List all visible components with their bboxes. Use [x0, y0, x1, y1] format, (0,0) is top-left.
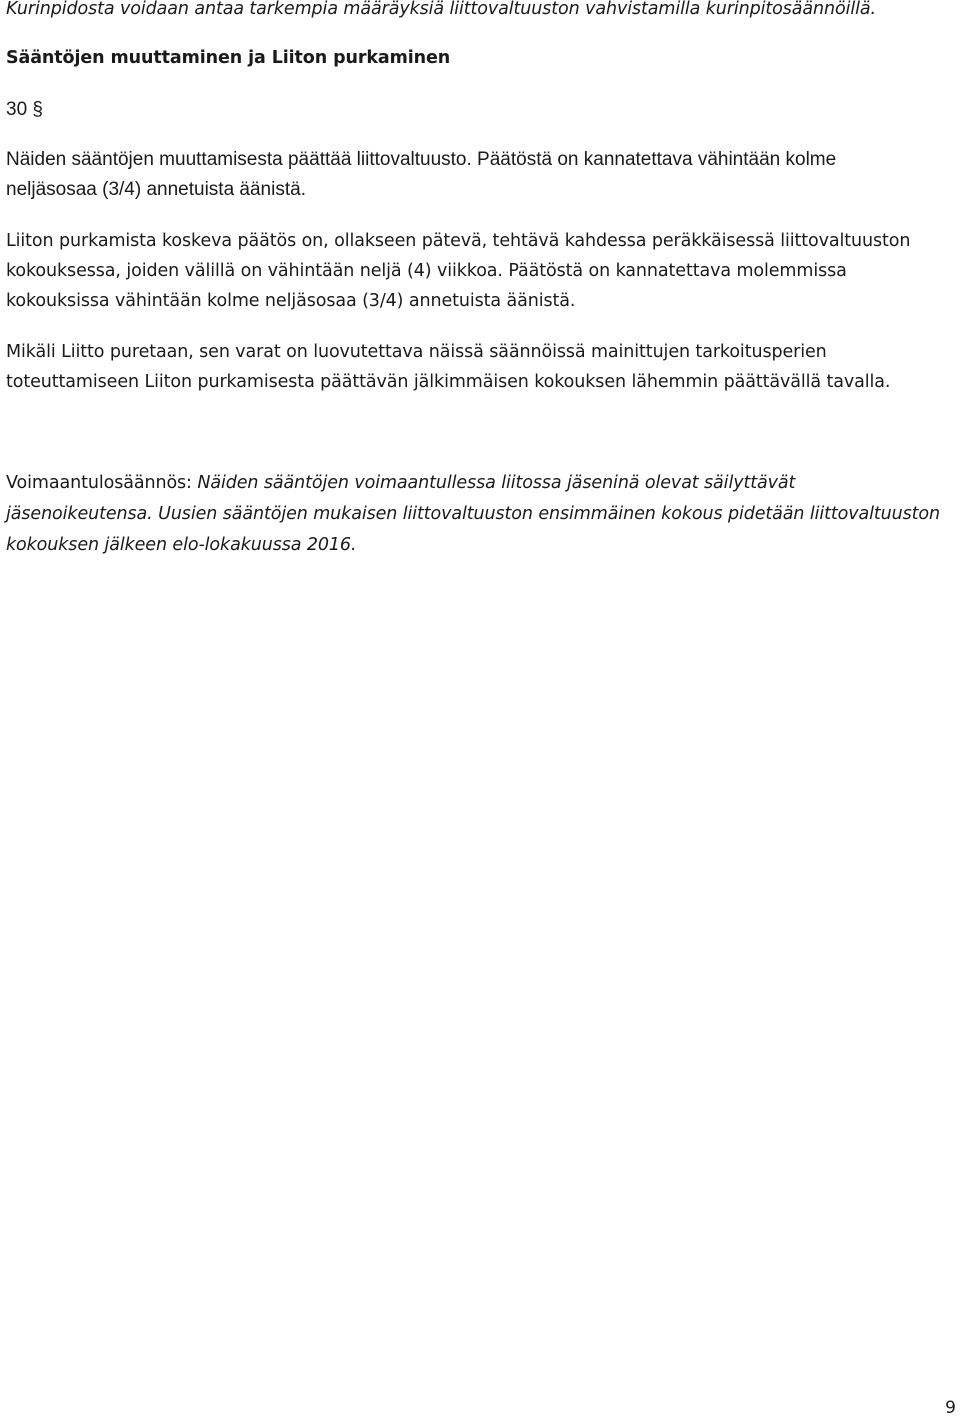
- para1-line1: Näiden sääntöjen muuttamisesta päättää liittovaltuusto. Päätöstä on kannatettava vähintään kolme: [6, 149, 837, 170]
- transition-text-italic: Näiden sääntöjen voimaantullessa liitossa jäseninä olevat säilyttävät: [197, 473, 796, 493]
- para3-line1: Mikäli Liitto puretaan, sen varat on luovutettava näissä säännöissä mainittujen tarkoitusperien: [6, 342, 827, 362]
- transition-line1: [6, 472, 795, 494]
- intro-line: Kurinpidosta voidaan antaa tarkempia määräyksiä liittovaltuuston vahvistamilla kurinpitosäännöillä.: [6, 0, 876, 19]
- para2-line3: kokouksissa vähintään kolme neljäsosaa (3/4) annetuista äänistä.: [6, 291, 576, 311]
- section-number: 30 §: [6, 99, 43, 120]
- section-heading: Sääntöjen muuttaminen ja Liiton purkaminen: [6, 48, 451, 68]
- para2-line2: kokouksessa, joiden välillä on vähintään neljä (4) viikkoa. Päätöstä on kannatettava molemmissa: [6, 261, 847, 281]
- transition-line2: jäsenoikeutensa. Uusien sääntöjen mukaisen liittovaltuuston ensimmäinen kokous pidetään liittovaltuuston: [6, 504, 941, 524]
- transition-line3: kokouksen jälkeen elo-lokakuussa 2016.: [6, 535, 357, 555]
- para3-line2: toteuttamiseen Liiton purkamisesta päättävän jälkimmäisen kokouksen lähemmin päättävällä tavalla.: [6, 372, 891, 392]
- para2-line1: Liiton purkamista koskeva päätös on, ollakseen pätevä, tehtävä kahdessa peräkkäisessä liittovaltuuston: [6, 231, 911, 251]
- para1-line2: neljäsosaa (3/4) annetuista äänistä.: [6, 179, 306, 200]
- page-number: 9: [945, 1398, 956, 1418]
- transition-label: Voimaantulosäännös:: [6, 473, 198, 493]
